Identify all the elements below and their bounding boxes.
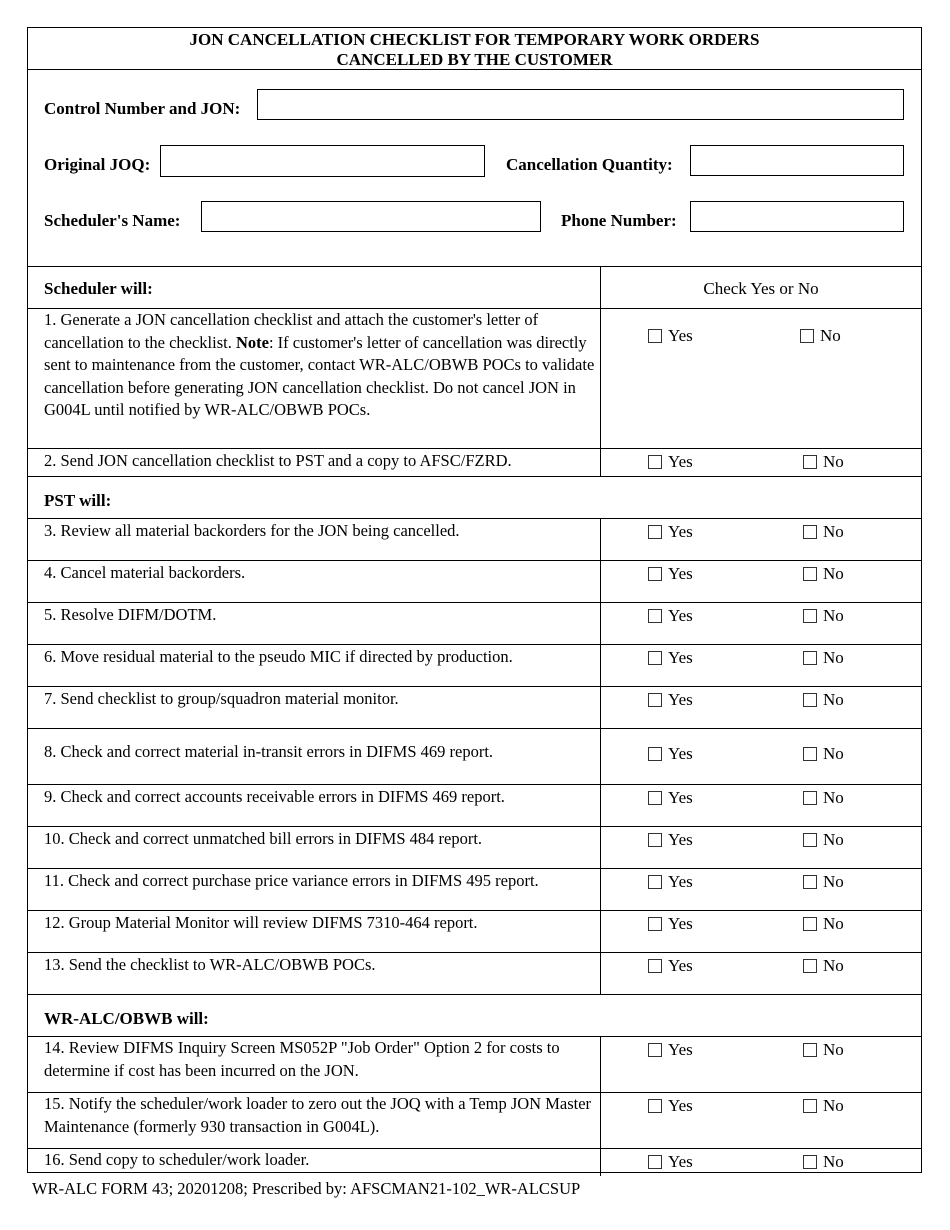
item-10-no-checkbox[interactable]: No bbox=[803, 830, 844, 850]
item-2-yes-checkbox[interactable]: Yes bbox=[648, 452, 693, 472]
checkbox-icon bbox=[648, 525, 662, 539]
checkbox-icon bbox=[648, 609, 662, 623]
item-7-yes-checkbox[interactable]: Yes bbox=[648, 690, 693, 710]
phone-number-field[interactable] bbox=[690, 201, 904, 232]
checkbox-icon bbox=[648, 1155, 662, 1169]
checkbox-icon bbox=[648, 455, 662, 469]
item-7-text: 7. Send checklist to group/squadron material monitor. bbox=[44, 689, 399, 708]
checklist-item-13 bbox=[28, 953, 921, 995]
checkbox-icon bbox=[803, 1099, 817, 1113]
item-15-no-checkbox[interactable]: No bbox=[803, 1096, 844, 1116]
checkbox-icon bbox=[803, 959, 817, 973]
item-2-text: 2. Send JON cancellation checklist to PST and a copy to AFSC/FZRD. bbox=[44, 451, 512, 470]
checklist-item-7 bbox=[28, 687, 921, 729]
title-line-2: CANCELLED BY THE CUSTOMER bbox=[336, 50, 613, 69]
item-8-no-checkbox[interactable]: No bbox=[803, 744, 844, 764]
item-15-yes-checkbox[interactable]: Yes bbox=[648, 1096, 693, 1116]
checklist-item-16 bbox=[28, 1149, 921, 1176]
item-6-yes-checkbox[interactable]: Yes bbox=[648, 648, 693, 668]
check-column-header: Check Yes or No bbox=[703, 279, 819, 298]
item-11-no-checkbox[interactable]: No bbox=[803, 872, 844, 892]
checkbox-icon bbox=[803, 651, 817, 665]
header-fields bbox=[28, 70, 921, 267]
checkbox-icon bbox=[648, 651, 662, 665]
checkbox-icon bbox=[648, 1099, 662, 1113]
checkbox-icon bbox=[803, 1043, 817, 1057]
checkbox-icon bbox=[803, 791, 817, 805]
item-1-yes-checkbox[interactable]: Yes bbox=[648, 326, 693, 346]
scheduler-name-label: Scheduler's Name: bbox=[44, 211, 181, 230]
pst-section-label: PST will: bbox=[44, 491, 112, 510]
checkbox-icon bbox=[803, 609, 817, 623]
item-9-yes-checkbox[interactable]: Yes bbox=[648, 788, 693, 808]
item-16-yes-checkbox[interactable]: Yes bbox=[648, 1152, 693, 1172]
item-16-no-checkbox[interactable]: No bbox=[803, 1152, 844, 1172]
form-title bbox=[28, 28, 921, 70]
checklist-item-11 bbox=[28, 869, 921, 911]
checkbox-icon bbox=[803, 525, 817, 539]
checklist-item-1 bbox=[28, 309, 921, 449]
item-2-no-checkbox[interactable]: No bbox=[803, 452, 844, 472]
item-15-text: 15. Notify the scheduler/work loader to zero out the JOQ with a Temp JON Master Maintenance (formerly 930 transaction in G004L). bbox=[44, 1094, 592, 1136]
item-5-text: 5. Resolve DIFM/DOTM. bbox=[44, 605, 217, 624]
checklist-item-15 bbox=[28, 1093, 921, 1149]
wralc-section-header bbox=[28, 995, 921, 1037]
item-8-text: 8. Check and correct material in-transit errors in DIFMS 469 report. bbox=[44, 742, 494, 761]
checklist-item-2 bbox=[28, 449, 921, 477]
item-12-no-checkbox[interactable]: No bbox=[803, 914, 844, 934]
checkbox-icon bbox=[803, 747, 817, 761]
checkbox-icon bbox=[648, 329, 662, 343]
pst-section-header bbox=[28, 477, 921, 519]
checklist-item-12 bbox=[28, 911, 921, 953]
cancellation-quantity-label: Cancellation Quantity: bbox=[506, 155, 673, 174]
item-13-yes-checkbox[interactable]: Yes bbox=[648, 956, 693, 976]
item-3-yes-checkbox[interactable]: Yes bbox=[648, 522, 693, 542]
item-5-yes-checkbox[interactable]: Yes bbox=[648, 606, 693, 626]
item-6-text: 6. Move residual material to the pseudo MIC if directed by production. bbox=[44, 647, 513, 666]
cancellation-quantity-field[interactable] bbox=[690, 145, 904, 176]
checkbox-icon bbox=[803, 833, 817, 847]
item-7-no-checkbox[interactable]: No bbox=[803, 690, 844, 710]
item-16-text: 16. Send copy to scheduler/work loader. bbox=[44, 1150, 310, 1169]
item-12-yes-checkbox[interactable]: Yes bbox=[648, 914, 693, 934]
checklist-item-4 bbox=[28, 561, 921, 603]
title-line-1: JON CANCELLATION CHECKLIST FOR TEMPORARY WORK ORDERS bbox=[189, 30, 760, 49]
wralc-section-label: WR-ALC/OBWB will: bbox=[44, 1009, 209, 1028]
checkbox-icon bbox=[648, 959, 662, 973]
checkbox-icon bbox=[648, 875, 662, 889]
form-footer: WR-ALC FORM 43; 20201208; Prescribed by: AFSCMAN21-102_WR-ALCSUP bbox=[32, 1179, 581, 1198]
scheduler-name-field[interactable] bbox=[201, 201, 541, 232]
checkbox-icon bbox=[803, 693, 817, 707]
scheduler-section-header bbox=[28, 267, 921, 309]
item-4-yes-checkbox[interactable]: Yes bbox=[648, 564, 693, 584]
item-11-text: 11. Check and correct purchase price variance errors in DIFMS 495 report. bbox=[44, 871, 539, 890]
checklist-item-14 bbox=[28, 1037, 921, 1093]
item-9-no-checkbox[interactable]: No bbox=[803, 788, 844, 808]
checklist-item-6 bbox=[28, 645, 921, 687]
item-14-text: 14. Review DIFMS Inquiry Screen MS052P "Job Order" Option 2 for costs to determine if cost has been incurred on the JON. bbox=[44, 1038, 560, 1080]
checkbox-icon bbox=[648, 567, 662, 581]
checkbox-icon bbox=[803, 917, 817, 931]
checkbox-icon bbox=[648, 791, 662, 805]
checklist-item-3 bbox=[28, 519, 921, 561]
original-joq-field[interactable] bbox=[160, 145, 485, 177]
item-12-text: 12. Group Material Monitor will review DIFMS 7310-464 report. bbox=[44, 913, 478, 932]
checkbox-icon bbox=[803, 1155, 817, 1169]
phone-number-label: Phone Number: bbox=[561, 211, 677, 230]
control-number-label: Control Number and JON: bbox=[44, 99, 241, 118]
checklist-item-5 bbox=[28, 603, 921, 645]
item-14-no-checkbox[interactable]: No bbox=[803, 1040, 844, 1060]
control-number-field[interactable] bbox=[257, 89, 904, 120]
item-10-text: 10. Check and correct unmatched bill errors in DIFMS 484 report. bbox=[44, 829, 483, 848]
scheduler-section-label: Scheduler will: bbox=[44, 279, 153, 298]
item-1-no-checkbox[interactable]: No bbox=[800, 326, 841, 346]
checkbox-icon bbox=[800, 329, 814, 343]
item-3-no-checkbox[interactable]: No bbox=[803, 522, 844, 542]
checklist-item-8 bbox=[28, 729, 921, 785]
item-5-no-checkbox[interactable]: No bbox=[803, 606, 844, 626]
item-3-text: 3. Review all material backorders for the JON being cancelled. bbox=[44, 521, 460, 540]
checkbox-icon bbox=[648, 1043, 662, 1057]
item-13-no-checkbox[interactable]: No bbox=[803, 956, 844, 976]
item-13-text: 13. Send the checklist to WR-ALC/OBWB POCs. bbox=[44, 955, 376, 974]
checkbox-icon bbox=[803, 875, 817, 889]
checkbox-icon bbox=[648, 917, 662, 931]
item-8-yes-checkbox[interactable]: Yes bbox=[648, 744, 693, 764]
checklist-item-10 bbox=[28, 827, 921, 869]
checkbox-icon bbox=[803, 567, 817, 581]
item-4-text: 4. Cancel material backorders. bbox=[44, 563, 246, 582]
checklist-form bbox=[27, 27, 922, 1173]
item-10-yes-checkbox[interactable]: Yes bbox=[648, 830, 693, 850]
item-14-yes-checkbox[interactable]: Yes bbox=[648, 1040, 693, 1060]
checkbox-icon bbox=[648, 693, 662, 707]
checklist-item-9 bbox=[28, 785, 921, 827]
checkbox-icon bbox=[648, 747, 662, 761]
item-1-text: 1. Generate a JON cancellation checklist and attach the customer's letter of cancellation to the checklist. Note: If customer's letter of cancellation was directly sent to maintenance from the customer, contact WR-ALC/OBWB POCs to validate cancellation before generating JON cancellation checklist. Do not cancel JON in G004L until notified by WR-ALC/OBWB POCs. bbox=[44, 310, 595, 419]
checklist-table bbox=[28, 267, 921, 1176]
checkbox-icon bbox=[803, 455, 817, 469]
checkbox-icon bbox=[648, 833, 662, 847]
item-9-text: 9. Check and correct accounts receivable errors in DIFMS 469 report. bbox=[44, 787, 505, 806]
item-4-no-checkbox[interactable]: No bbox=[803, 564, 844, 584]
original-joq-label: Original JOQ: bbox=[44, 155, 151, 174]
item-6-no-checkbox[interactable]: No bbox=[803, 648, 844, 668]
item-11-yes-checkbox[interactable]: Yes bbox=[648, 872, 693, 892]
